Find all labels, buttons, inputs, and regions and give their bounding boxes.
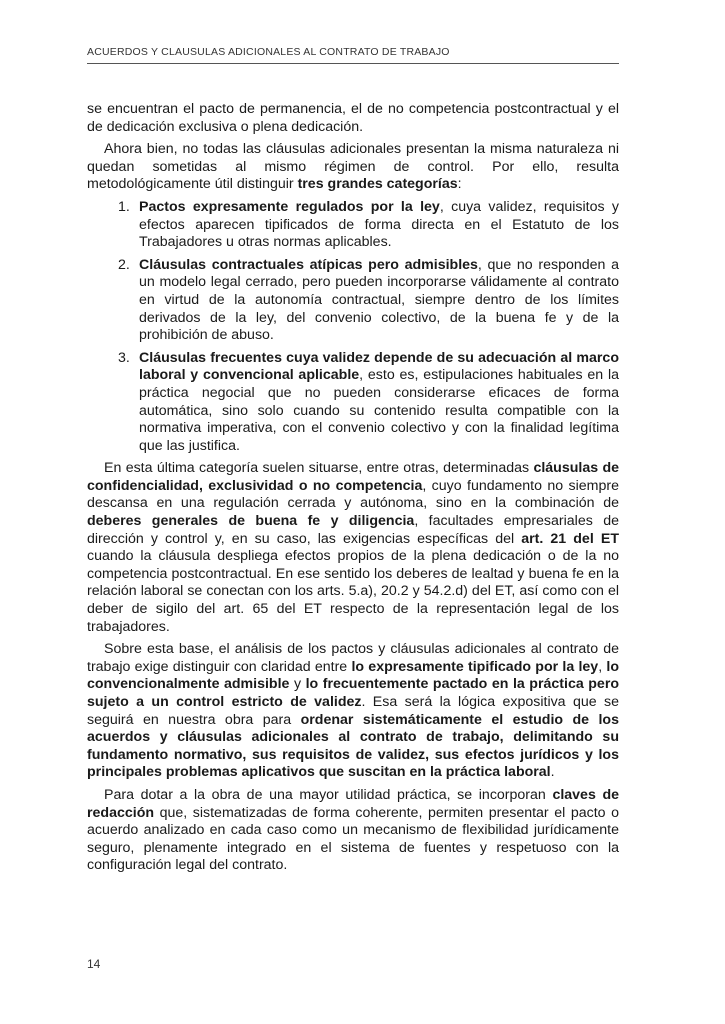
paragraph [87,101,619,136]
bold-text: lo frecuentemente pactado en la práctica pero sujeto a un control estricto de validez [87,676,620,710]
category-number: 3. [118,349,130,366]
bold-text: Pactos expresamente regulados por la ley [139,198,440,215]
paragraph [87,141,619,194]
text-run: . [550,764,555,781]
categories-list [87,199,619,455]
bold-text: lo convencionalmente admisible [87,658,619,693]
bold-text: cláusulas de confidencialidad, exclusividad o no competencia [87,460,620,494]
text-run: y [289,676,306,693]
bold-text: deberes generales de buena fe y diligencia [87,513,415,530]
category-number: 2. [118,256,130,273]
page-number: 14 [87,957,101,971]
text-run: , [598,658,607,675]
body-text [87,101,619,880]
paragraph [87,460,619,636]
text-run: Sobre esta base, el análisis de los pactos y cláusulas adicionales al contrato de trabajo exige distinguir con claridad entre [87,641,619,675]
paragraph [87,641,619,782]
text-run: : [457,176,462,193]
category-number: 1. [118,198,130,215]
text-run: , que no responden a un modelo legal cerrado, pero pueden incorporarse válidamente al contrato en virtud de la autonomía contractual, siempre dentro de los límites derivados de la ley, del convenio colectivo, de la buena fe y de la prohibición de abuso. [139,256,619,344]
text-run: Para dotar a la obra de una mayor utilidad práctica, se incorporan [104,786,553,803]
text-run: En esta última categoría suelen situarse, entre otras, determinadas [104,460,534,477]
text-run: , esto es, estipulaciones habituales en la práctica negocial que no pueden considerarse eficaces de forma automática, sino solo cuando su contenido resulta compatible con la normativa imperativa, con el convenio colectivo y con la finalidad legítima que las justifica. [139,367,619,454]
category-item [87,199,619,252]
bold-text: ordenar sistemáticamente el estudio de los acuerdos y cláusulas adicionales al contrato de trabajo, delimitando su fundamento normativo, sus requisitos de validez, sus efectos jurídicos y los principales problemas aplicativos que suscitan en la práctica laboral [87,711,619,781]
running-header: ACUERDOS Y CLAUSULAS ADICIONALES AL CONTRATO DE TRABAJO [87,46,619,64]
text-run: se encuentran el pacto de permanencia, el de no competencia postcontractual y el de dedicación exclusiva o plena dedicación. [87,101,619,135]
text-run: , facultades empresariales de dirección y control y, en su caso, las exigencias específicas del [87,513,619,547]
bold-text: tres grandes categorías [297,176,458,193]
text-run: Ahora bien, no todas las cláusulas adicionales presentan la misma naturaleza ni quedan sometidas al mismo régimen de control. Por ello, resulta metodológicamente útil distinguir [87,141,619,193]
category-text [139,350,619,454]
text-run: , cuyo fundamento no siempre descansa en una regulación cerrada y autónoma, sino en la combinación de [87,477,619,512]
category-text [139,199,619,250]
category-item [87,350,619,456]
category-text [139,257,619,343]
bold-text: claves de redacción [87,786,619,821]
category-item [87,257,619,345]
text-run: cuando la cláusula despliega efectos propios de la plena dedicación o de la no competencia postcontractual. En ese sentido los deberes de lealtad y buena fe en la relación laboral se conectan con los arts. 5.a), 20.2 y 54.2.d) del ET, así como con el deber de sigilo del art. 65 del ET respecto de la representación legal de los trabajadores. [87,548,619,635]
bold-text: Cláusulas frecuentes cuya validez depende de su adecuación al marco laboral y convencional aplicable [139,349,619,384]
text-run: que, sistematizadas de forma coherente, permiten presentar el pacto o acuerdo analizado en cada caso como un mecanismo de flexibilidad jurídicamente seguro, plenamente integrado en el sistema de fuentes y respetuoso con la configuración legal del contrato. [87,804,619,874]
paragraph [87,787,619,875]
bold-text: lo expresamente tipificado por la ley [351,658,599,675]
bold-text: Cláusulas contractuales atípicas pero admisibles [139,256,478,273]
text-run: . Esa será la lógica expositiva que se seguirá en nuestra obra para [87,694,619,728]
text-run: , cuya validez, requisitos y efectos aparecen tipificados de forma directa en el Estatuto de los Trabajadores u otras normas aplicables. [139,198,619,251]
bold-text: art. 21 del ET [521,530,619,547]
